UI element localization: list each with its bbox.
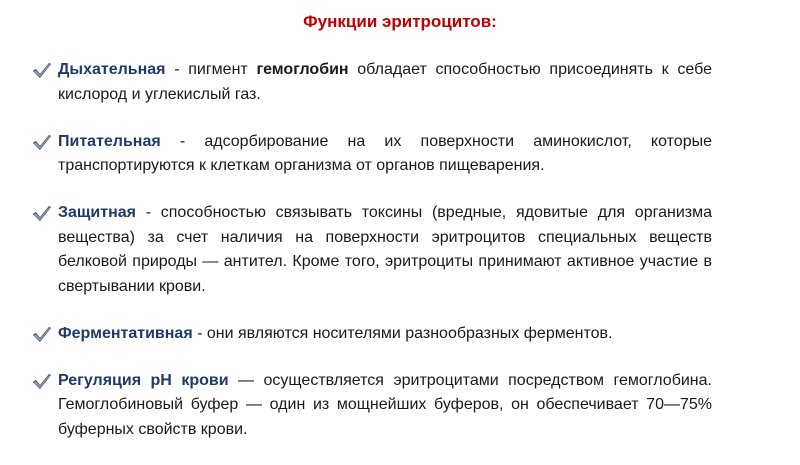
list-item-protective (32, 201, 712, 299)
item-desc: - пигмент (165, 61, 257, 78)
item-desc: - они являются носителями разнообразных ферментов. (192, 324, 613, 342)
checkmark-icon (32, 372, 52, 390)
item-desc: - способностью связывать токсины (вредные, ядовитые для организма вещества) за счет наличия на поверхности эритроцитов специальных веществ белковой природы — антител. Кроме того, эритроциты принимают активное участие в свертывании крови. (58, 204, 712, 295)
item-term: Регуляция pH крови (58, 371, 229, 389)
item-text (58, 201, 712, 299)
list-item-enzymatic (32, 322, 712, 347)
item-text (58, 369, 712, 443)
checkmark-icon (32, 133, 52, 151)
item-desc: — осуществляется эритроцитами посредством гемоглобина. Гемоглобиновый буфер — один из мощнейших буферов, он обеспечивает 70—75% буферных свойств крови. (58, 371, 712, 438)
list-item-respiratory (32, 58, 712, 107)
functions-list (32, 58, 712, 465)
list-item-ph-regulation (32, 369, 712, 443)
checkmark-icon (32, 61, 52, 79)
item-text (58, 130, 712, 179)
list-item-nutritional (32, 130, 712, 179)
item-term: Ферментативная (58, 324, 193, 342)
hemoglobin-term: гемоглобин (256, 61, 349, 78)
item-term: Питательная (58, 132, 161, 150)
item-text (58, 322, 712, 347)
item-desc: обладает способностью присоединять к себе кислород и углекислый газ. (58, 61, 712, 103)
checkmark-icon (32, 325, 52, 343)
checkmark-icon (32, 204, 52, 222)
item-text (58, 58, 712, 107)
item-desc: - адсорбирование на их поверхности аминокислот, которые транспортируются к клеткам организма от органов пищеварения. (58, 132, 712, 174)
item-term: Защитная (58, 204, 136, 221)
item-term: Дыхательная (58, 61, 166, 78)
page-title: Функции эритроцитов: (303, 12, 497, 31)
